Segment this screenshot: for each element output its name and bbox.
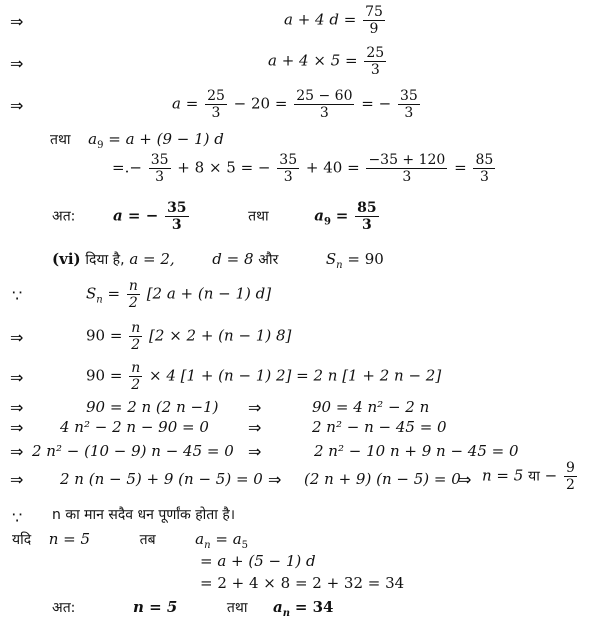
implies-symbol: ⇒ — [10, 398, 24, 417]
implies-symbol: ⇒ — [10, 442, 24, 461]
fraction: $\frac{35}{3}$ — [279, 152, 298, 185]
fraction: $\frac{75}{9}$ — [365, 4, 383, 37]
eq-line-7: (vi) दिया है, a = 2, d = 8 और $S_n = 90$ — [52, 250, 384, 271]
fraction: $\frac{9}{2}$ — [565, 460, 575, 493]
eq-line-13-left: 2 n² − (10 − 9) n − 45 = 0 — [32, 442, 234, 460]
implies-symbol: ⇒ — [248, 442, 262, 461]
implies-symbol: ⇒ — [248, 418, 262, 437]
eq-line-10: 90 = $\frac{n}{2}$ × 4 [1 + (n − 1) 2] = 2 n [1 + 2 n − 2] — [86, 360, 442, 393]
eq-line-12-right: 2 n² − n − 45 = 0 — [312, 418, 447, 436]
because-symbol: ∵ — [12, 508, 23, 527]
eq-line-3: a = $\frac{25}{3}$ − 20 = $\frac{25 - 60}{3}$ = − $\frac{35}{3}$ — [172, 88, 418, 121]
fraction: $\frac{n}{2}$ — [128, 278, 138, 311]
fraction: $\frac{35}{3}$ — [150, 152, 169, 185]
eq-line-13-right: 2 n² − 10 n + 9 n − 45 = 0 — [314, 442, 519, 460]
eq-line-9: 90 = $\frac{n}{2}$ [2 × 2 + (n − 1) 8] — [86, 320, 292, 353]
eq-line-19: अत: n = 5 तथा $a_n = 34$ — [52, 598, 334, 619]
implies-symbol: ⇒ — [268, 470, 282, 489]
fraction: $\frac{-35 + 120}{3}$ — [368, 152, 446, 185]
fraction: $\frac{85}{3}$ — [475, 152, 494, 185]
eq-line-12-left: 4 n² − 2 n − 90 = 0 — [60, 418, 209, 436]
eq-line-6: अत: a = − $\frac{35}{3}$ तथा $a_9$ = $\frac{85}{3}$ — [52, 200, 377, 233]
fraction: $\frac{35}{3}$ — [399, 88, 418, 121]
implies-symbol: ⇒ — [458, 470, 472, 489]
eq-line-15: n का मान सदैव धन पूर्णांक होता है। — [52, 507, 236, 523]
implies-symbol: ⇒ — [10, 12, 24, 31]
implies-symbol: ⇒ — [10, 96, 24, 115]
implies-symbol: ⇒ — [248, 398, 262, 417]
eq-line-18: = 2 + 4 × 8 = 2 + 32 = 34 — [200, 574, 405, 592]
fraction: $\frac{25}{3}$ — [366, 45, 385, 78]
eq-line-8: $S_n$ = $\frac{n}{2}$ [2 a + (n − 1) d] — [86, 278, 272, 311]
implies-symbol: ⇒ — [10, 470, 24, 489]
eq-line-2: a + 4 × 5 = $\frac{25}{3}$ — [268, 45, 385, 78]
eq-line-1: a + 4 d = $\frac{75}{9}$ — [284, 4, 383, 37]
eq-line-14-end: n = 5 या − $\frac{9}{2}$ — [482, 460, 575, 493]
fraction: $\frac{n}{2}$ — [131, 320, 141, 353]
eq-line-14-left: 2 n (n − 5) + 9 (n − 5) = 0 — [60, 470, 263, 488]
eq-line-14-mid: (2 n + 9) (n − 5) = 0 — [304, 470, 461, 488]
fraction: $\frac{35}{3}$ — [167, 200, 187, 233]
fraction: $\frac{25}{3}$ — [207, 88, 225, 121]
implies-symbol: ⇒ — [10, 54, 24, 73]
eq-line-16: यदि n = 5 तब $a_n = a_5$ — [12, 530, 249, 551]
fraction: $\frac{85}{3}$ — [357, 200, 377, 233]
eq-line-11-right: 90 = 4 n² − 2 n — [312, 398, 430, 416]
fraction: $\frac{n}{2}$ — [131, 360, 141, 393]
eq-line-17: = a + (5 − 1) d — [200, 552, 316, 570]
eq-line-5: =.− $\frac{35}{3}$ + 8 × 5 = − $\frac{35}{3}$ + 40 = $\frac{-35 + 120}{3}$ = $\frac{85}{3}$ — [112, 152, 494, 185]
fraction: $\frac{25 - 60}{3}$ — [296, 88, 353, 121]
implies-symbol: ⇒ — [10, 418, 24, 437]
eq-line-4: तथा $a_9 = a + (9 - 1)$ d — [50, 130, 224, 151]
implies-symbol: ⇒ — [10, 368, 24, 387]
because-symbol: ∵ — [12, 286, 23, 305]
eq-line-11-left: 90 = 2 n (2 n −1) — [86, 398, 219, 416]
implies-symbol: ⇒ — [10, 328, 24, 347]
